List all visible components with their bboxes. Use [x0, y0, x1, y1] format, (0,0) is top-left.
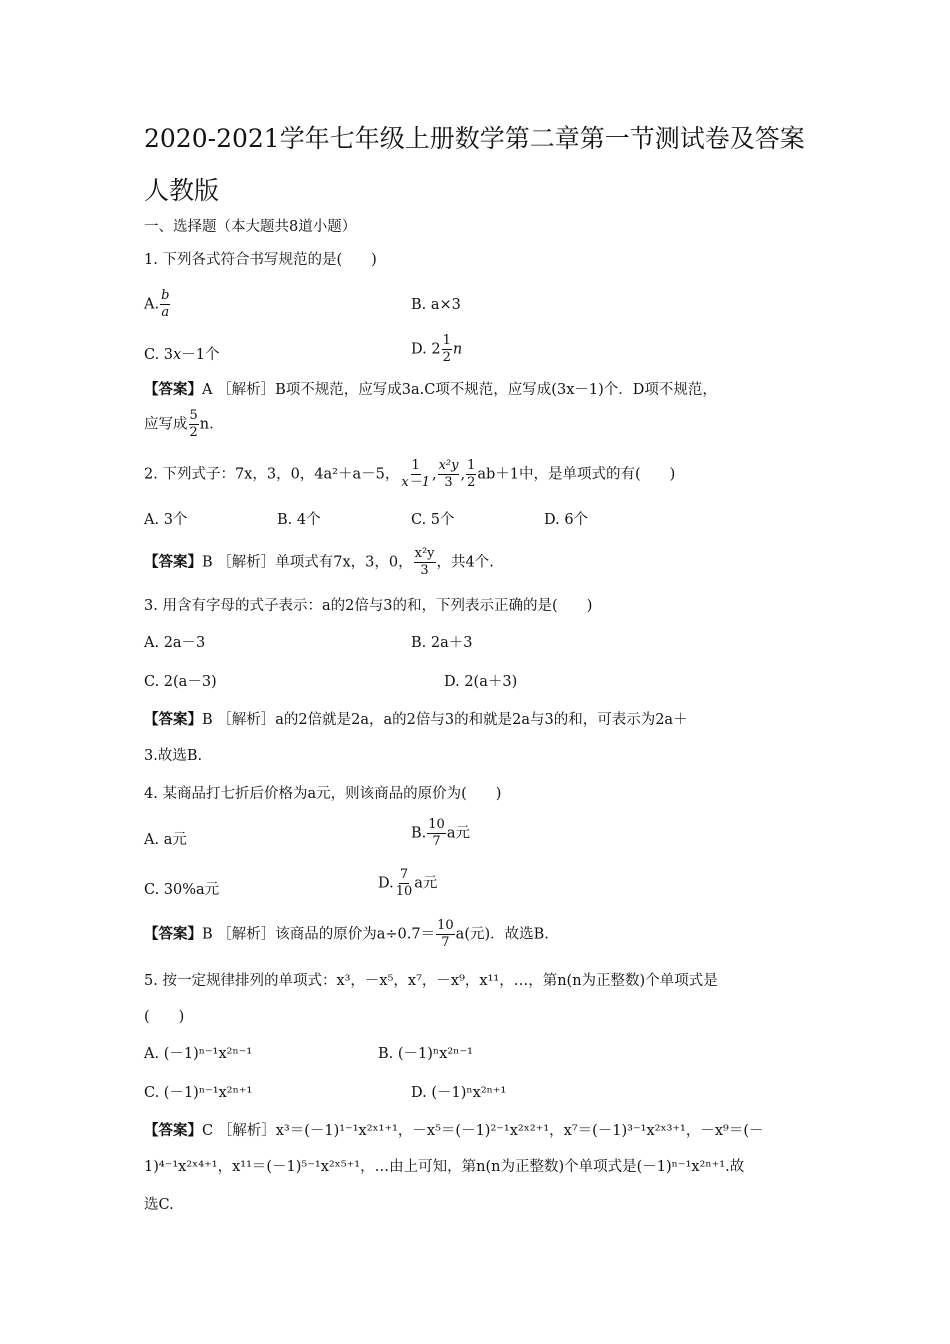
q1-option-a: A. $\frac{b}{a}$	[144, 288, 170, 320]
q5-option-b: B. (－1)ⁿx²ⁿ⁻¹	[378, 1046, 473, 1062]
q4-option-c: C. 30%a元	[144, 882, 220, 898]
q5-option-c: C. (－1)ⁿ⁻¹x²ⁿ⁺¹	[144, 1085, 253, 1101]
q4-option-a: A. a元	[144, 832, 187, 848]
q1-option-d: D. 2 $\frac{1}{2}$ n	[411, 333, 463, 365]
q4-option-b: B. $\frac{10}{7}$ a元	[411, 817, 470, 849]
q2-option-b: B. 4个	[277, 512, 321, 528]
q3-answer-line2: 3.故选B.	[144, 748, 203, 764]
doc-title-line1: 2020-2021学年七年级上册数学第二章第一节测试卷及答案	[144, 124, 805, 153]
q3-option-c: C. 2(a－3)	[144, 674, 217, 690]
q3-option-b: B. 2a＋3	[411, 635, 473, 651]
q4-option-d: D. $\frac{7}{10}$ a元	[378, 867, 438, 899]
q5-stem-line1: 5. 按一定规律排列的单项式：x³，－x⁵，x⁷，－x⁹，x¹¹，…，第n(n为正整数)个单项式是	[144, 973, 718, 989]
q5-answer-line1: 【答案】C ［解析］x³＝(－1)¹⁻¹x²ˣ¹⁺¹，－x⁵＝(－1)²⁻¹x²ˣ²⁺¹，x⁷＝(－1)³⁻¹x²ˣ³⁺¹，－x⁹＝(－	[144, 1122, 764, 1139]
q3-option-d: D. 2(a＋3)	[444, 674, 518, 690]
q2-option-d: D. 6个	[544, 512, 589, 528]
q4-stem: 4. 某商品打七折后价格为a元，则该商品的原价为( )	[144, 786, 502, 802]
q2-option-a: A. 3个	[144, 512, 188, 528]
doc-title-line2: 人教版	[144, 176, 220, 205]
q3-option-a: A. 2a－3	[144, 635, 206, 651]
q5-stem-line2: ( )	[144, 1009, 185, 1025]
q2-answer: 【答案】B ［解析］单项式有7x，3，0， $\frac{\text{x²y}}{3}$ ，共4个.	[144, 546, 494, 578]
q4-answer: 【答案】B ［解析］该商品的原价为a÷0.7＝ $\frac{10}{7}$ a(元)．故选B.	[144, 918, 549, 950]
q3-stem: 3. 用含有字母的式子表示：a的2倍与3的和，下列表示正确的是( )	[144, 598, 593, 614]
q5-option-a: A. (－1)ⁿ⁻¹x²ⁿ⁻¹	[144, 1046, 253, 1062]
q2-option-c: C. 5个	[411, 512, 455, 528]
q1-answer-line1: 【答案】A ［解析］B项不规范，应写成3a.C项不规范，应写成(3x－1)个．D项不规范，	[144, 381, 717, 398]
q5-answer-line2: 1)⁴⁻¹x²ˣ⁴⁺¹，x¹¹＝(－1)⁵⁻¹x²ˣ⁵⁺¹，…由上可知，第n(n为正整数)个单项式是(－1)ⁿ⁻¹x²ⁿ⁺¹.故	[144, 1159, 745, 1175]
q1-option-c: C. 3x－1个	[144, 347, 220, 363]
q1-stem: 1. 下列各式符合书写规范的是( )	[144, 252, 377, 268]
q5-option-d: D. (－1)ⁿx²ⁿ⁺¹	[411, 1085, 507, 1101]
section-heading: 一、选择题（本大题共8道小题）	[144, 219, 357, 235]
q1-option-b: B. a×3	[411, 297, 461, 313]
q2-stem: 2. 下列式子：7x，3，0，4a²＋a－5， $\frac{1}{x-1}$ , $\frac{\text{x²y}}{3}$ , $\frac{1}{2}$ ab＋1中，是单项式的有( )	[144, 458, 676, 490]
q3-answer-line1: 【答案】B ［解析］a的2倍就是2a，a的2倍与3的和就是2a与3的和，可表示为2a＋	[144, 711, 688, 728]
q5-answer-line3: 选C.	[144, 1197, 174, 1213]
q1-answer-line2: 应写成 $\frac{5}{2}$ n.	[144, 408, 214, 440]
